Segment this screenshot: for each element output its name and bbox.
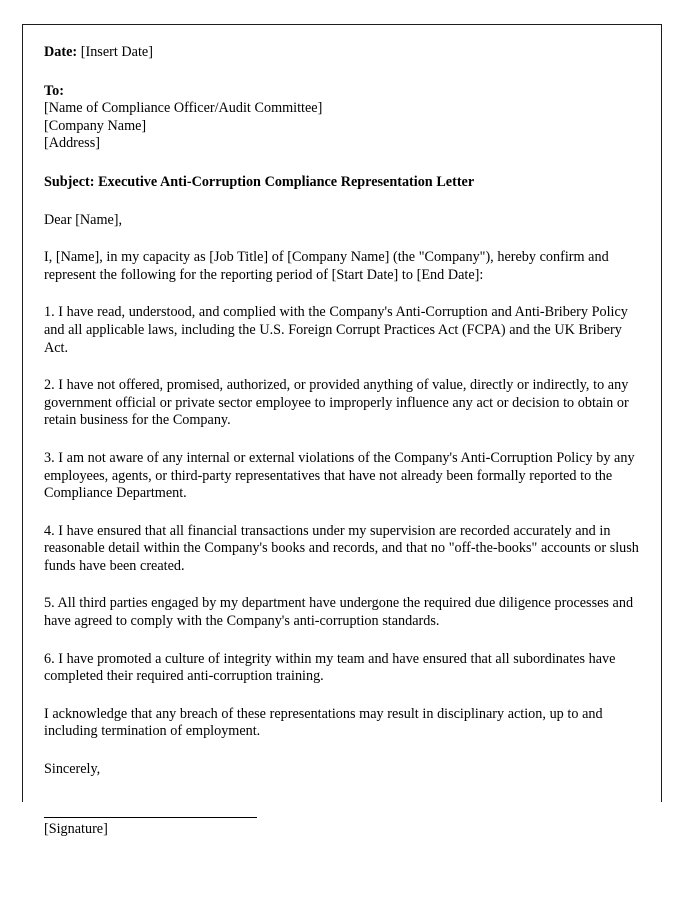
representation-item-6: 6. I have promoted a culture of integrity within my team and have ensured that all subordinates have completed their required anti-corruption training. — [44, 650, 620, 685]
date-line — [44, 44, 639, 62]
representation-item-2: 2. I have not offered, promised, authorized, or provided anything of value, directly or indirectly, to any government official or private sector employee to improperly influence any act or decision to obtain or retain business for the Company. — [44, 377, 633, 429]
closing-line: Sincerely, — [44, 761, 101, 778]
letter-content — [44, 44, 643, 838]
recipient-line-3: [Address] — [44, 135, 100, 152]
representation-item-5: 5. All third parties engaged by my department have undergone the required due diligence processes and have agreed to comply with the Company's anti-corruption standards. — [44, 595, 637, 630]
recipient-line-1: [Name of Compliance Officer/Audit Committee] — [44, 100, 323, 117]
representation-item-3: 3. I am not aware of any internal or external violations of the Company's Anti-Corruption Policy by any employees, agents, or third-party representatives that have not already been formally reported to the Compliance Department. — [44, 449, 639, 502]
salutation: Dear [Name], — [44, 211, 123, 228]
signature-label: [Signature] — [44, 820, 108, 837]
representation-item-4: 4. I have ensured that all financial transactions under my supervision are recorded accurately and in reasonable detail within the Company's books and records, and that no "off-the-books" accounts or slush funds have been created. — [44, 522, 643, 574]
intro-paragraph: I, [Name], in my capacity as [Job Title] of [Company Name] (the "Company"), hereby confirm and represent the following for the reporting period of [Start Date] to [End Date]: — [44, 249, 613, 283]
date-label: Date: — [44, 44, 78, 60]
acknowledgement-paragraph: I acknowledge that any breach of these representations may result in disciplinary action, up to and including termination of employment. — [44, 705, 607, 740]
representation-item-1: 1. I have read, understood, and complied with the Company's Anti-Corruption and Anti-Bribery Policy and all applicable laws, including the U.S. Foreign Corrupt Practices Act (FCPA) and the UK Bribery Act. — [44, 304, 632, 356]
recipient-line-2: [Company Name] — [44, 117, 147, 134]
signature-line — [44, 817, 257, 818]
signature-spacer — [44, 779, 639, 817]
subject-line: Subject: Executive Anti-Corruption Compliance Representation Letter — [44, 173, 475, 190]
recipient-heading: To: — [44, 82, 64, 99]
date-value: [Insert Date] — [80, 44, 153, 60]
